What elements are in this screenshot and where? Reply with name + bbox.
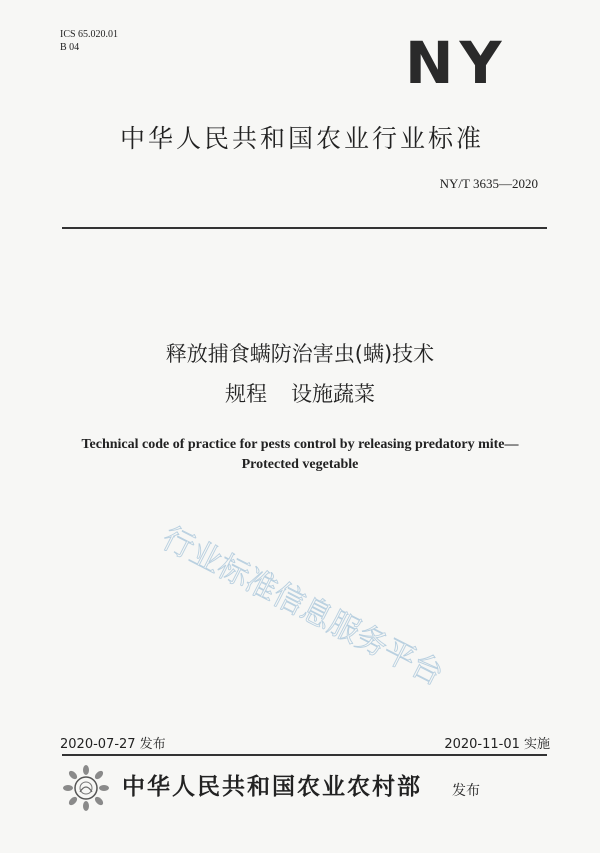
ministry-emblem-icon (60, 762, 112, 814)
top-divider (62, 227, 547, 229)
watermark-text: 行业标准信息服务平台 (156, 520, 449, 693)
ccs-code: B 04 (60, 42, 80, 53)
ny-logo: NY (405, 29, 508, 97)
chinese-title-line-2 (0, 380, 600, 408)
standard-number: NY/T 3635—2020 (439, 176, 538, 191)
standard-category-title: 中华人民共和国农业行业标准 (119, 124, 484, 153)
ministry-name: 中华人民共和国农业农村部 (122, 774, 422, 800)
chinese-title-part-1: 规程 (225, 382, 267, 406)
classification-codes (60, 28, 118, 54)
chinese-title-part-2: 设施蔬菜 (291, 382, 375, 406)
issue-label: 发布 (452, 783, 480, 799)
watermark (150, 505, 510, 705)
english-title-line-2: Protected vegetable (241, 457, 359, 472)
ics-code: ICS 65.020.01 (60, 29, 119, 40)
issue-date: 2020-07-27 发布 (60, 737, 166, 752)
english-title (0, 435, 600, 475)
english-title-line-1: Technical code of practice for pests control by releasing predatory mite— (81, 437, 519, 452)
bottom-divider (62, 754, 547, 756)
chinese-title-line-1: 释放捕食螨防治害虫(螨)技术 (165, 342, 435, 366)
effective-date: 2020-11-01 实施 (444, 737, 550, 752)
